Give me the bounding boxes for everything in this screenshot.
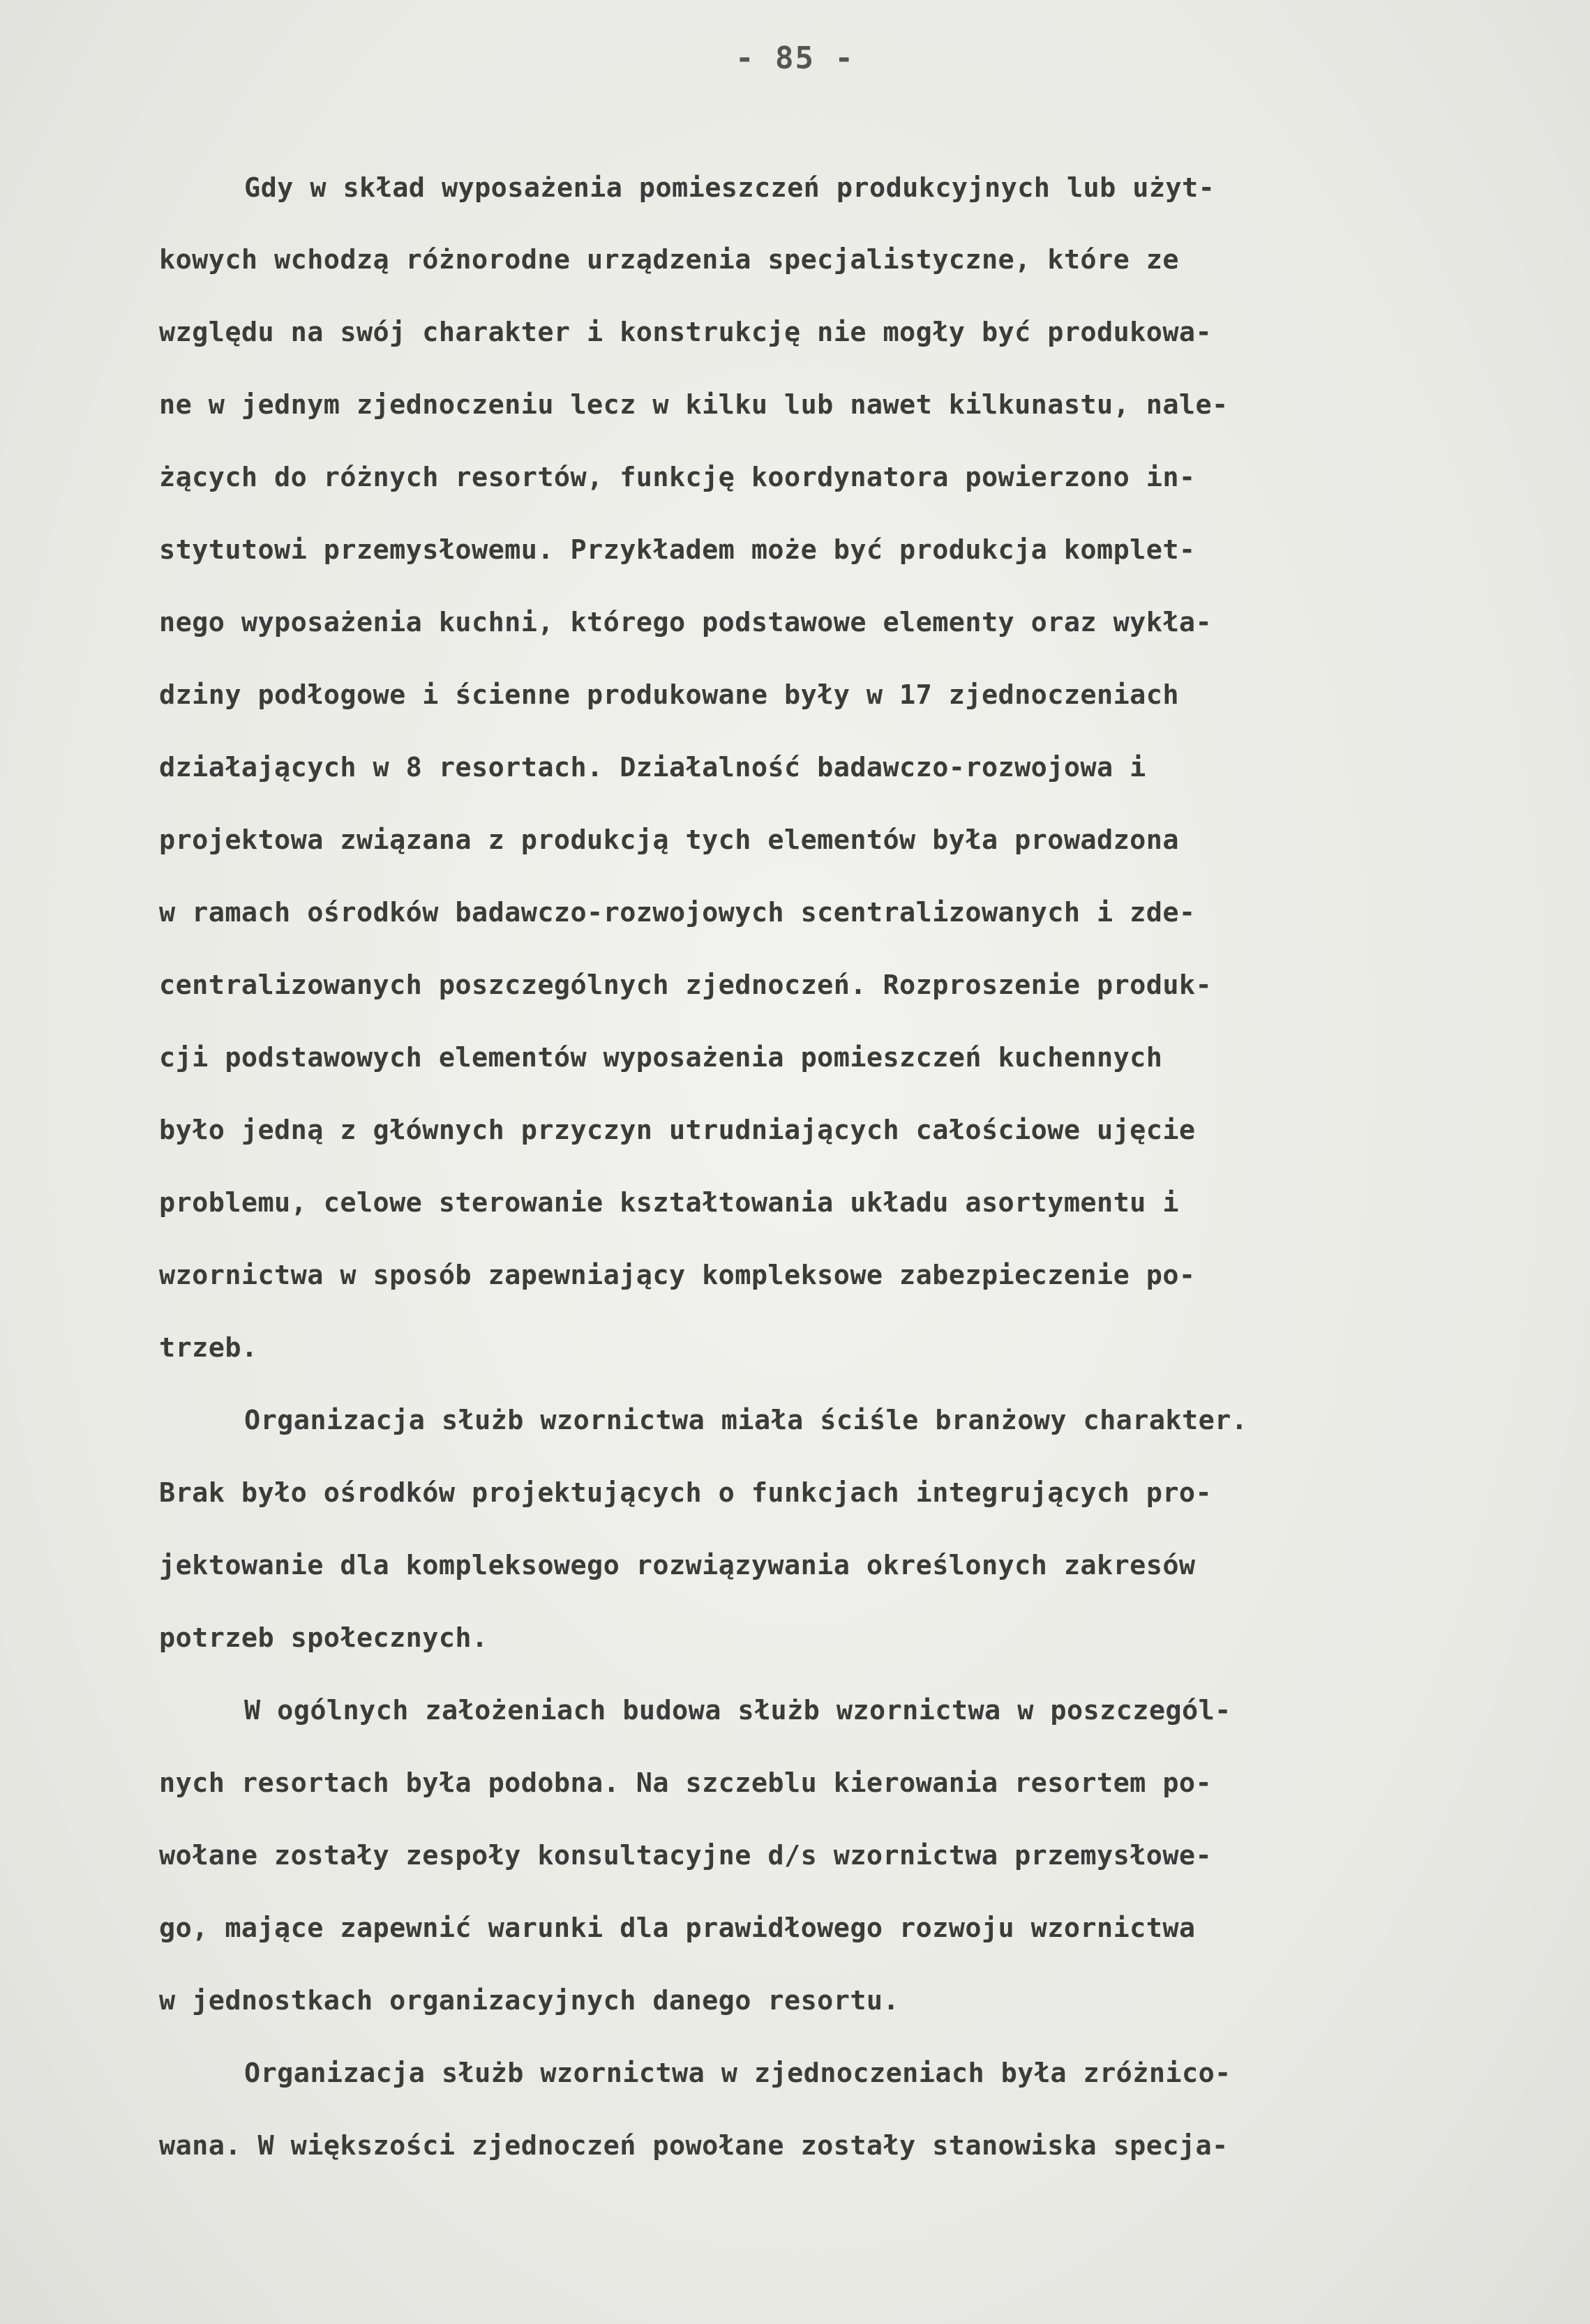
text-line: centralizowanych poszczególnych zjednoczeń. Rozproszenie produk- bbox=[159, 969, 1213, 1001]
text-line: ne w jednym zjednoczeniu lecz w kilku lub nawet kilkunastu, nale- bbox=[159, 389, 1229, 421]
text-line: projektowa związana z produkcją tych elementów była prowadzona bbox=[159, 824, 1179, 856]
text-line: cji podstawowych elementów wyposażenia pomieszczeń kuchennych bbox=[159, 1042, 1163, 1073]
text-line: trzeb. bbox=[159, 1332, 258, 1364]
text-line: dziny podłogowe i ścienne produkowane były w 17 zjednoczeniach bbox=[159, 679, 1179, 711]
text-line: żących do różnych resortów, funkcję koordynatora powierzono in- bbox=[159, 462, 1196, 493]
text-line: Organizacja służb wzornictwa miała ściśle branżowy charakter. bbox=[244, 1405, 1248, 1436]
text-line: wzornictwa w sposób zapewniający kompleksowe zabezpieczenie po- bbox=[159, 1260, 1196, 1291]
text-line: wana. W większości zjednoczeń powołane zostały stanowiska specja- bbox=[159, 2130, 1229, 2161]
page-number: - 85 - bbox=[735, 40, 855, 76]
text-line: działających w 8 resortach. Działalność badawczo-rozwojowa i bbox=[159, 752, 1146, 783]
text-line: było jedną z głównych przyczyn utrudniających całościowe ujęcie bbox=[159, 1115, 1196, 1146]
text-line: nego wyposażenia kuchni, którego podstawowe elementy oraz wykła- bbox=[159, 607, 1213, 638]
text-line: problemu, celowe sterowanie kształtowania układu asortymentu i bbox=[159, 1187, 1179, 1218]
text-line: stytutowi przemysłowemu. Przykładem może być produkcja komplet- bbox=[159, 534, 1196, 566]
text-line: kowych wchodzą różnorodne urządzenia specjalistyczne, które ze bbox=[159, 244, 1179, 276]
text-line: Gdy w skład wyposażenia pomieszczeń produkcyjnych lub użyt- bbox=[244, 172, 1215, 204]
text-line: wołane zostały zespoły konsultacyjne d/s wzornictwa przemysłowe- bbox=[159, 1840, 1213, 1871]
text-line: go, mające zapewnić warunki dla prawidłowego rozwoju wzornictwa bbox=[159, 1912, 1196, 1944]
text-line: Organizacja służb wzornictwa w zjednoczeniach była zróżnico- bbox=[244, 2058, 1231, 2089]
text-line: W ogólnych założeniach budowa służb wzornictwa w poszczegól- bbox=[244, 1695, 1231, 1726]
text-line: jektowanie dla kompleksowego rozwiązywania określonych zakresów bbox=[159, 1550, 1196, 1581]
text-line: względu na swój charakter i konstrukcję nie mogły być produkowa- bbox=[159, 317, 1213, 348]
text-line: nych resortach była podobna. Na szczeblu kierowania resortem po- bbox=[159, 1767, 1213, 1799]
text-line: w jednostkach organizacyjnych danego resortu. bbox=[159, 1985, 900, 2016]
text-line: potrzeb społecznych. bbox=[159, 1622, 488, 1654]
text-line: w ramach ośrodków badawczo-rozwojowych scentralizowanych i zde- bbox=[159, 897, 1196, 928]
text-line: Brak było ośrodków projektujących o funkcjach integrujących pro- bbox=[159, 1477, 1213, 1509]
